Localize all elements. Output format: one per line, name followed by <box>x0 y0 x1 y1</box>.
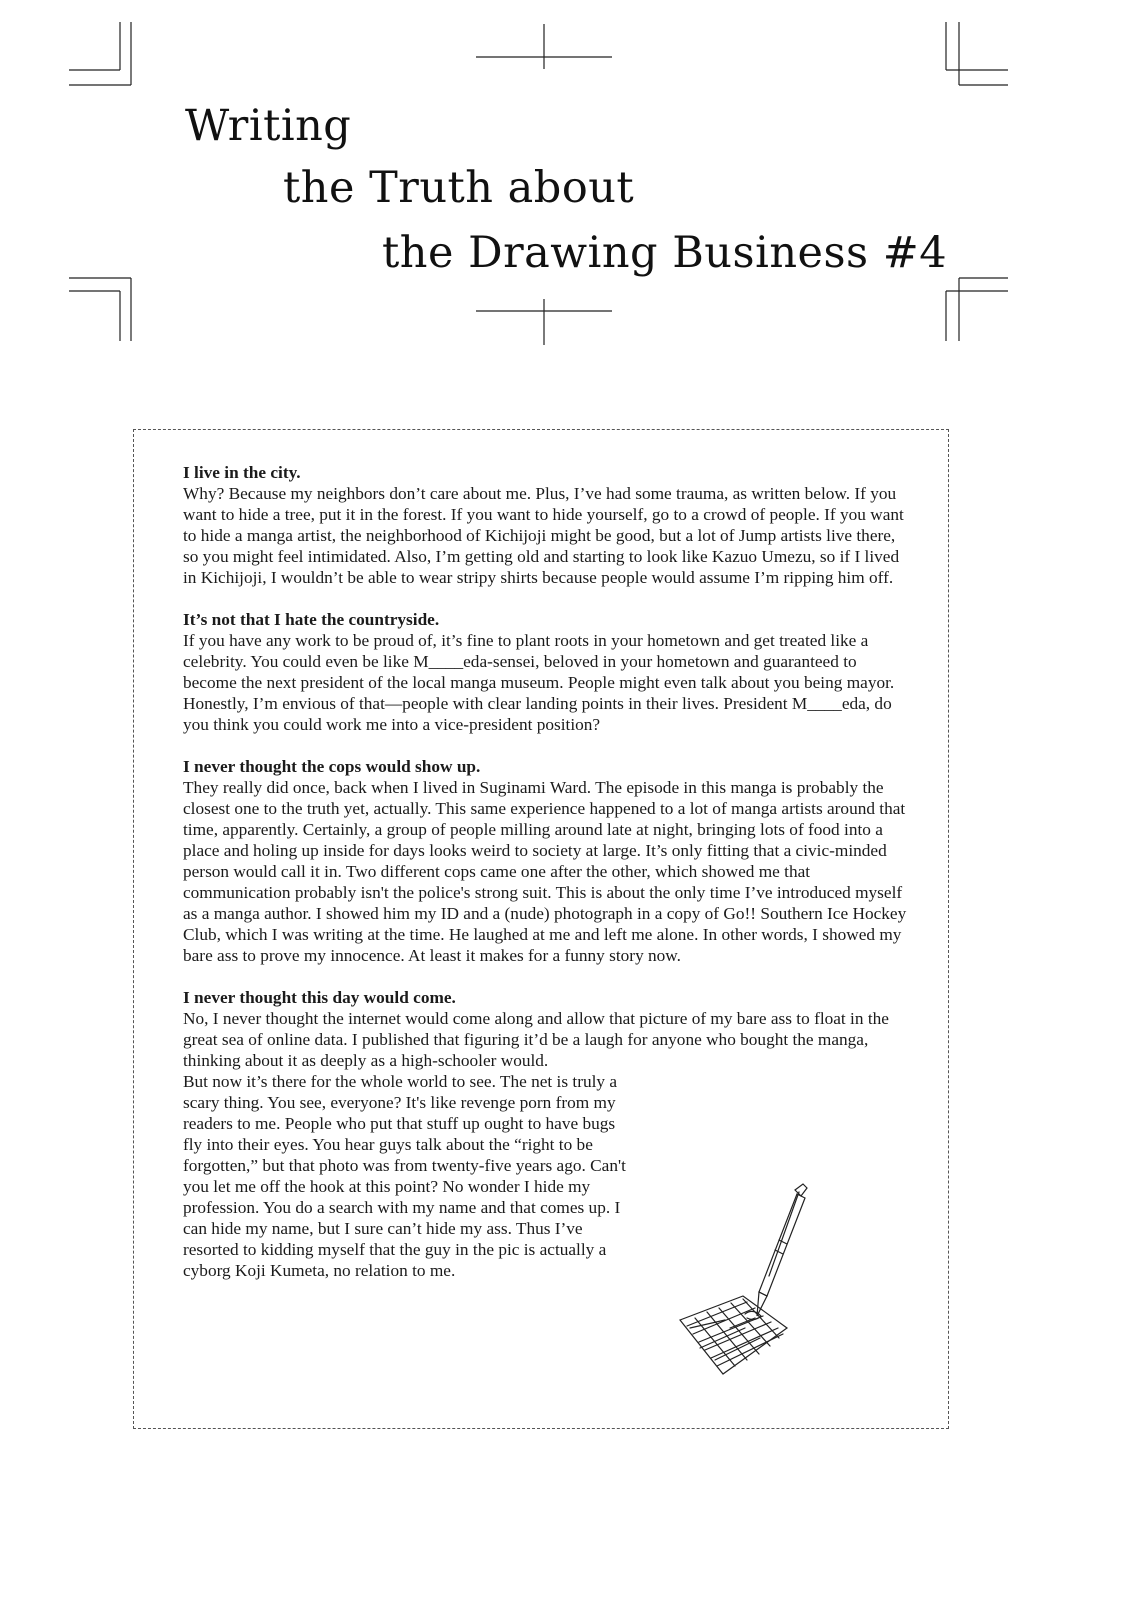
title-line-3: the Drawing Business #4 <box>382 228 948 278</box>
section-body: Why? Because my neighbors don’t care about me. Plus, I’ve had some trauma, as written below. If you want to hide a tree, put it in the forest. If you want to hide yourself, go to a crowd of people. If you want to hide a manga artist, the neighborhood of Kichijoji might be good, but a lot of Jump artists live there, so you might feel intimidated. Also, I’m getting old and starting to look like Kazuo Umezu, so if I lived in Kichijoji, I wouldn’t be able to wear stripy shirts because people would assume I’m ripping him off. <box>183 484 904 587</box>
section-heading: I never thought the cops would show up. <box>183 757 481 776</box>
title-line-1: Writing <box>185 101 352 151</box>
section-heading: I never thought this day would come. <box>183 988 456 1007</box>
section-body-narrow: But now it’s there for the whole world to see. The net is truly a scary thing. You see, everyone? It's like revenge porn from my readers to me. People who put that stuff up ought to have bugs fly into their eyes. You hear guys talk about the “right to be forgotten,” but that photo was from twenty-five years ago. Can't you let me off the hook at this point? No wonder I hide my profession. You do a search with my name and that comes up. I can hide my name, but I sure can’t hide my ass. Thus I’ve resorted to kidding myself that the guy in the pic is actually a cyborg Koji Kumeta, no relation to me. <box>183 1072 626 1280</box>
pen-and-paper-illustration <box>675 1178 835 1378</box>
section-heading: I live in the city. <box>183 463 301 482</box>
title-line-2: the Truth about <box>283 163 635 213</box>
section-body: No, I never thought the internet would come along and allow that picture of my bare ass to float in the great sea of online data. I published that figuring it’d be a laugh for anyone who bought the manga, thinking about it as deeply as a high-schooler would. <box>183 1009 889 1070</box>
article-body <box>183 462 913 1302</box>
section-countryside <box>183 609 913 735</box>
section-heading: It’s not that I hate the countryside. <box>183 610 440 629</box>
section-city <box>183 462 913 588</box>
section-cops <box>183 756 913 966</box>
section-body: If you have any work to be proud of, it’s fine to plant roots in your hometown and get treated like a celebrity. You could even be like M____eda-sensei, beloved in your hometown and guaranteed to become the next president of the local manga museum. People might even talk about you being mayor. Honestly, I’m envious of that—people with clear landing points in their lives. President M____eda, do you think you could work me into a vice-president position? <box>183 631 895 734</box>
section-body: They really did once, back when I lived in Suginami Ward. The episode in this manga is probably the closest one to the truth yet, actually. This same experience happened to a lot of manga artists around that time, apparently. Certainly, a group of people milling around late at night, bringing lots of food into a place and holing up inside for days looks weird to society at large. It’s only fitting that a civic-minded person would call it in. Two different cops came one after the other, which showed me that communication probably isn't the police's strong suit. This is about the only time I’ve introduced myself as a manga author. I showed him my ID and a (nude) photograph in a copy of Go!! Southern Ice Hockey Club, which I was writing at the time. He laughed at me and left me alone. In other words, I showed my bare ass to prove my innocence. At least it makes for a funny story now. <box>183 778 907 965</box>
